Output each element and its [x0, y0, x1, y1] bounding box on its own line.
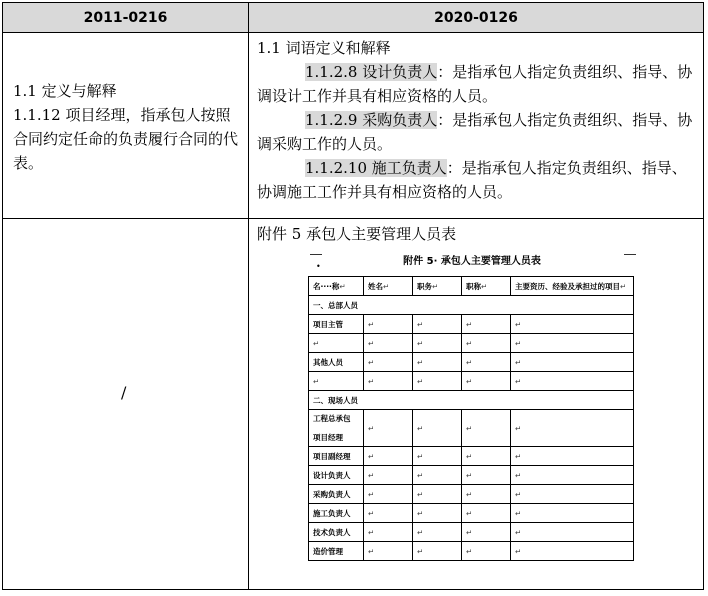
- personnel-table: [308, 276, 634, 561]
- header-cell: 姓名↵: [364, 277, 413, 296]
- definition-text: ：是指承包人指定负责组织、指导、协调采购工作的人员。: [257, 111, 693, 153]
- embedded-form-image: [304, 246, 640, 586]
- table-row: 项目主管 ↵ ↵ ↵ ↵: [309, 315, 634, 334]
- clause-text: 1.1.12 项目经理，指承包人按照合同约定任命的负责履行合同的代表。: [13, 106, 239, 172]
- header-cell: 名····称↵: [309, 277, 364, 296]
- table-row: 技术负责人 ↵ ↵ ↵ ↵: [309, 523, 634, 542]
- table-row: 施工负责人 ↵ ↵ ↵ ↵: [309, 504, 634, 523]
- empty-cell-slash: /: [121, 383, 127, 402]
- definition-term: 1.1.2.10 施工负责人: [305, 159, 447, 177]
- row1-right-cell: [257, 36, 697, 204]
- row-divider: [3, 218, 703, 219]
- row1-left-cell: [13, 79, 241, 175]
- definition-text: ：是指承包人指定负责组织、指导、协调施工工作并具有相应资格的人员。: [257, 159, 687, 201]
- table-row: ↵ ↵ ↵ ↵ ↵: [309, 334, 634, 353]
- header-cell: 职务↵: [413, 277, 462, 296]
- table-row: 项目副经理 ↵ ↵ ↵ ↵: [309, 447, 634, 466]
- definition-item: [257, 156, 697, 204]
- definition-item: [257, 108, 697, 156]
- table-row: ↵ ↵ ↵ ↵ ↵: [309, 372, 634, 391]
- table-row: 造价管理 ↵ ↵ ↵ ↵: [309, 542, 634, 561]
- section-row: 一、总部人员: [309, 296, 634, 315]
- definitions-title: 1.1 词语定义和解释: [257, 39, 391, 57]
- definition-term: 1.1.2.8 设计负责人: [305, 63, 438, 81]
- header-cell: 职称↵: [462, 277, 511, 296]
- bullet-mark: •: [316, 262, 321, 271]
- table-header-row: [309, 277, 634, 296]
- column-divider: [248, 32, 249, 589]
- definition-item: [257, 60, 697, 108]
- header-cell: 主要资历、经验及承担过的项目↵: [511, 277, 634, 296]
- form-title: 附件 5· 承包人主要管理人员表: [403, 256, 541, 267]
- clause-heading: 1.1 定义与解释: [13, 82, 117, 100]
- attachment-title: 附件 5 承包人主要管理人员表: [257, 225, 457, 243]
- header-right: 2020-0126: [249, 3, 703, 33]
- table-row: 设计负责人 ↵ ↵ ↵ ↵: [309, 466, 634, 485]
- table-row: 其他人员 ↵ ↵ ↵ ↵: [309, 353, 634, 372]
- table-row: 采购负责人 ↵ ↵ ↵ ↵: [309, 485, 634, 504]
- definition-text: ：是指承包人指定负责组织、指导、协调设计工作并具有相应资格的人员。: [257, 63, 693, 105]
- section-row: 二、现场人员: [309, 391, 634, 410]
- definition-term: 1.1.2.9 采购负责人: [305, 111, 438, 129]
- table-row: 工程总承包 项目经理 ↵ ↵ ↵ ↵: [309, 410, 634, 447]
- header-left: 2011-0216: [3, 3, 249, 33]
